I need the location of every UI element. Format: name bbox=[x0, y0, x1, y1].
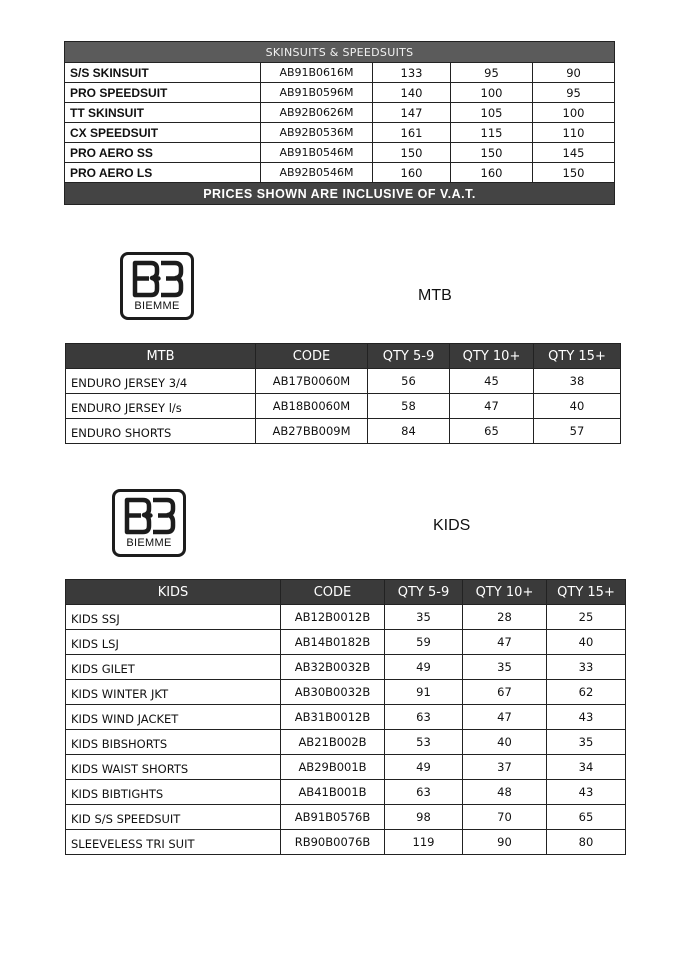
price-qty-10-plus: 37 bbox=[463, 755, 547, 780]
table-row bbox=[66, 730, 626, 755]
product-code: AB92B0626M bbox=[261, 103, 373, 123]
product-code: AB21B002B bbox=[281, 730, 385, 755]
product-name: KIDS SSJ bbox=[66, 605, 281, 630]
table-row bbox=[66, 394, 621, 419]
price-qty-15-plus: 33 bbox=[547, 655, 626, 680]
table-row bbox=[66, 805, 626, 830]
column-header: QTY 5-9 bbox=[385, 580, 463, 605]
product-name: KIDS WIND JACKET bbox=[66, 705, 281, 730]
product-code: AB31B0012B bbox=[281, 705, 385, 730]
column-header: QTY 15+ bbox=[534, 344, 621, 369]
price-qty-5-9: 133 bbox=[373, 63, 451, 83]
table-row bbox=[66, 755, 626, 780]
column-header: QTY 10+ bbox=[450, 344, 534, 369]
price-qty-5-9: 140 bbox=[373, 83, 451, 103]
product-code: RB90B0076B bbox=[281, 830, 385, 855]
table-row bbox=[65, 63, 615, 83]
price-qty-10-plus: 28 bbox=[463, 605, 547, 630]
price-qty-5-9: 58 bbox=[368, 394, 450, 419]
column-header: QTY 5-9 bbox=[368, 344, 450, 369]
table-row bbox=[66, 369, 621, 394]
table-row bbox=[66, 780, 626, 805]
column-header: CODE bbox=[281, 580, 385, 605]
product-code: AB17B0060M bbox=[256, 369, 368, 394]
price-qty-15-plus: 100 bbox=[533, 103, 615, 123]
price-qty-15-plus: 145 bbox=[533, 143, 615, 163]
price-qty-15-plus: 25 bbox=[547, 605, 626, 630]
price-qty-10-plus: 150 bbox=[451, 143, 533, 163]
product-name: ENDURO SHORTS bbox=[66, 419, 256, 444]
price-qty-15-plus: 65 bbox=[547, 805, 626, 830]
table-row bbox=[65, 123, 615, 143]
table-row bbox=[66, 605, 626, 630]
biemme-logo bbox=[120, 252, 194, 320]
table-row bbox=[66, 419, 621, 444]
price-qty-5-9: 84 bbox=[368, 419, 450, 444]
table-row bbox=[65, 143, 615, 163]
product-name: KID S/S SPEEDSUIT bbox=[66, 805, 281, 830]
price-qty-5-9: 59 bbox=[385, 630, 463, 655]
skinsuits-table-title: SKINSUITS & SPEEDSUITS bbox=[65, 42, 615, 63]
table-row bbox=[65, 103, 615, 123]
product-code: AB30B0032B bbox=[281, 680, 385, 705]
price-qty-5-9: 35 bbox=[385, 605, 463, 630]
price-qty-5-9: 49 bbox=[385, 655, 463, 680]
table-row bbox=[66, 830, 626, 855]
price-qty-5-9: 63 bbox=[385, 780, 463, 805]
price-qty-15-plus: 80 bbox=[547, 830, 626, 855]
product-name: KIDS BIBSHORTS bbox=[66, 730, 281, 755]
price-qty-10-plus: 100 bbox=[451, 83, 533, 103]
product-name: S/S SKINSUIT bbox=[65, 63, 261, 83]
price-qty-15-plus: 43 bbox=[547, 780, 626, 805]
column-header: QTY 15+ bbox=[547, 580, 626, 605]
price-qty-5-9: 91 bbox=[385, 680, 463, 705]
price-qty-10-plus: 95 bbox=[451, 63, 533, 83]
skinsuits-price-table bbox=[64, 41, 615, 205]
product-code: AB32B0032B bbox=[281, 655, 385, 680]
price-qty-5-9: 119 bbox=[385, 830, 463, 855]
table-row bbox=[66, 705, 626, 730]
product-name: KIDS BIBTIGHTS bbox=[66, 780, 281, 805]
price-qty-5-9: 63 bbox=[385, 705, 463, 730]
price-qty-15-plus: 95 bbox=[533, 83, 615, 103]
product-code: AB92B0536M bbox=[261, 123, 373, 143]
price-qty-15-plus: 40 bbox=[534, 394, 621, 419]
price-qty-10-plus: 105 bbox=[451, 103, 533, 123]
price-qty-10-plus: 90 bbox=[463, 830, 547, 855]
product-code: AB91B0616M bbox=[261, 63, 373, 83]
price-qty-5-9: 56 bbox=[368, 369, 450, 394]
vat-notice: PRICES SHOWN ARE INCLUSIVE OF V.A.T. bbox=[65, 183, 615, 205]
price-qty-10-plus: 47 bbox=[463, 705, 547, 730]
kids-price-table bbox=[65, 579, 626, 855]
price-qty-10-plus: 160 bbox=[451, 163, 533, 183]
product-name: KIDS GILET bbox=[66, 655, 281, 680]
price-qty-10-plus: 35 bbox=[463, 655, 547, 680]
price-qty-15-plus: 40 bbox=[547, 630, 626, 655]
product-name: PRO AERO SS bbox=[65, 143, 261, 163]
mtb-section-title: MTB bbox=[418, 287, 452, 304]
product-name: KIDS WAIST SHORTS bbox=[66, 755, 281, 780]
product-code: AB14B0182B bbox=[281, 630, 385, 655]
price-qty-10-plus: 65 bbox=[450, 419, 534, 444]
column-header: KIDS bbox=[66, 580, 281, 605]
product-code: AB91B0546M bbox=[261, 143, 373, 163]
price-qty-10-plus: 70 bbox=[463, 805, 547, 830]
price-qty-5-9: 161 bbox=[373, 123, 451, 143]
product-name: ENDURO JERSEY 3/4 bbox=[66, 369, 256, 394]
table-row bbox=[66, 655, 626, 680]
product-name: SLEEVELESS TRI SUIT bbox=[66, 830, 281, 855]
price-qty-5-9: 147 bbox=[373, 103, 451, 123]
product-name: CX SPEEDSUIT bbox=[65, 123, 261, 143]
price-qty-10-plus: 40 bbox=[463, 730, 547, 755]
product-name: TT SKINSUIT bbox=[65, 103, 261, 123]
price-qty-5-9: 53 bbox=[385, 730, 463, 755]
price-qty-15-plus: 62 bbox=[547, 680, 626, 705]
kids-section-title: KIDS bbox=[433, 517, 471, 534]
price-qty-10-plus: 45 bbox=[450, 369, 534, 394]
product-name: PRO SPEEDSUIT bbox=[65, 83, 261, 103]
price-qty-15-plus: 35 bbox=[547, 730, 626, 755]
product-code: AB27BB009M bbox=[256, 419, 368, 444]
product-code: AB18B0060M bbox=[256, 394, 368, 419]
price-qty-10-plus: 67 bbox=[463, 680, 547, 705]
product-code: AB91B0596M bbox=[261, 83, 373, 103]
table-row bbox=[65, 83, 615, 103]
logo-brand-text: BIEMME bbox=[134, 300, 180, 312]
product-code: AB29B001B bbox=[281, 755, 385, 780]
price-qty-5-9: 49 bbox=[385, 755, 463, 780]
column-header: MTB bbox=[66, 344, 256, 369]
table-row bbox=[65, 163, 615, 183]
logo-brand-text: BIEMME bbox=[126, 537, 172, 549]
product-name: KIDS LSJ bbox=[66, 630, 281, 655]
column-header: QTY 10+ bbox=[463, 580, 547, 605]
biemme-logo bbox=[112, 489, 186, 557]
price-qty-15-plus: 110 bbox=[533, 123, 615, 143]
product-name: KIDS WINTER JKT bbox=[66, 680, 281, 705]
product-name: PRO AERO LS bbox=[65, 163, 261, 183]
price-qty-5-9: 150 bbox=[373, 143, 451, 163]
product-code: AB41B001B bbox=[281, 780, 385, 805]
price-qty-15-plus: 43 bbox=[547, 705, 626, 730]
price-qty-10-plus: 47 bbox=[450, 394, 534, 419]
price-qty-5-9: 98 bbox=[385, 805, 463, 830]
table-row bbox=[66, 630, 626, 655]
price-qty-15-plus: 57 bbox=[534, 419, 621, 444]
price-qty-10-plus: 115 bbox=[451, 123, 533, 143]
column-header: CODE bbox=[256, 344, 368, 369]
price-qty-10-plus: 47 bbox=[463, 630, 547, 655]
mtb-price-table bbox=[65, 343, 621, 444]
price-qty-10-plus: 48 bbox=[463, 780, 547, 805]
product-code: AB12B0012B bbox=[281, 605, 385, 630]
price-qty-15-plus: 34 bbox=[547, 755, 626, 780]
price-qty-5-9: 160 bbox=[373, 163, 451, 183]
product-name: ENDURO JERSEY l/s bbox=[66, 394, 256, 419]
price-qty-15-plus: 90 bbox=[533, 63, 615, 83]
table-row bbox=[66, 680, 626, 705]
product-code: AB92B0546M bbox=[261, 163, 373, 183]
product-code: AB91B0576B bbox=[281, 805, 385, 830]
price-qty-15-plus: 38 bbox=[534, 369, 621, 394]
price-qty-15-plus: 150 bbox=[533, 163, 615, 183]
